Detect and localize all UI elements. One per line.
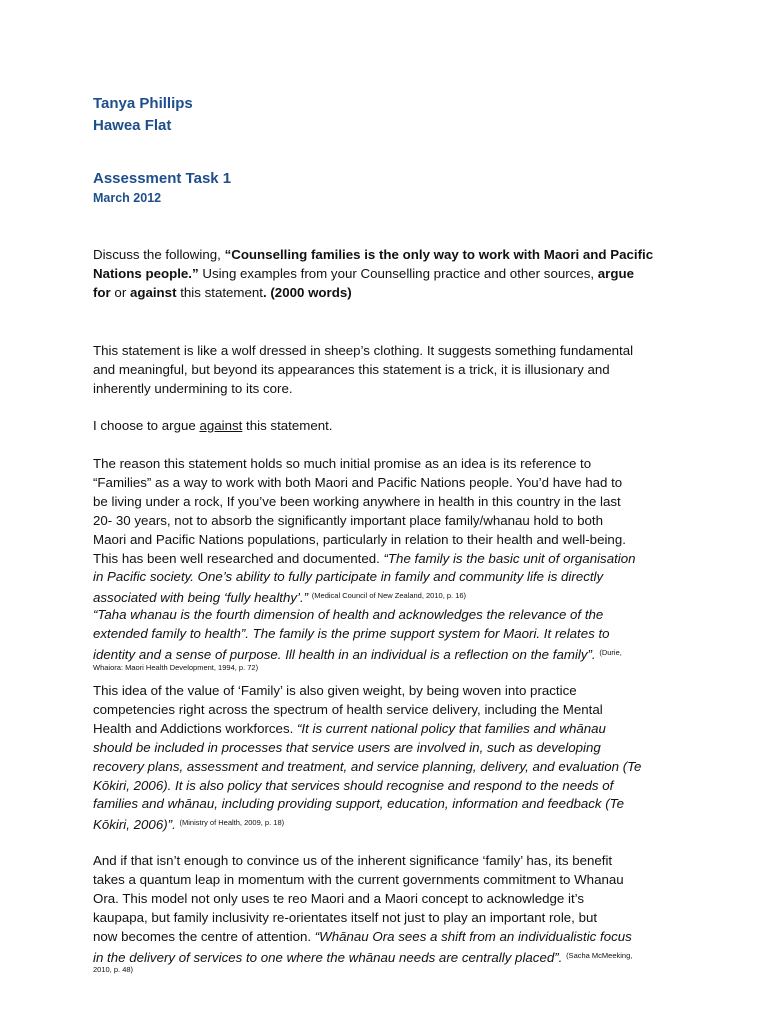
paragraph-taha: [93, 606, 683, 678]
text-line: and meaningful, but beyond its appearances this statement is a trick, it is illusionary and: [93, 361, 610, 377]
task-title: Assessment Task 1: [93, 170, 232, 187]
text-line: inherently undermining to its core.: [93, 380, 293, 396]
citation: (Durie,: [599, 647, 622, 657]
text-line: The reason this statement holds so much initial promise as an idea is its reference to: [93, 456, 592, 471]
text-line: 20- 30 years, not to absorb the significantly important place family/whanau hold to both: [93, 512, 604, 528]
text-line: “Families” as a way to work with both Maori and Pacific Nations people. You’d have had to: [93, 474, 623, 490]
citation: Whaiora: Maori Health Development, 1994, p. 72): [93, 662, 259, 672]
citation: 2010, p. 48): [93, 965, 134, 975]
citation: (Sacha McMeeking,: [566, 950, 633, 960]
text-line: in Pacific society. One’s ability to fully participate in family and community life is directly: [93, 569, 604, 585]
text-line: Health and Addictions workforces. “It is current national policy that families and whānau: [93, 720, 606, 736]
text-line: be living under a rock, If you’ve been working anywhere in health in this country in the last: [93, 493, 621, 509]
prompt-line-2: Nations people.” Using examples from your Counselling practice and other sources, argue: [93, 265, 634, 281]
text-line: recovery plans, assessment and treatment, and service planning, delivery, and evaluation (Te: [93, 758, 642, 774]
text-line: now becomes the centre of attention. “Whānau Ora sees a shift from an individualistic focus: [93, 928, 632, 944]
citation: (Medical Council of New Zealand, 2010, p. 16): [311, 591, 467, 601]
paragraph-choose: [93, 417, 683, 436]
text-line: kaupapa, but family inclusivity re-orientates itself not just to play an important role, but: [93, 909, 598, 925]
text-line: identity and a sense of purpose. Ill health in an individual is a reflection on the family”. $^{(Durie,}$: [93, 646, 622, 662]
paragraph-idea: [93, 682, 683, 835]
task-date: March 2012: [93, 191, 162, 205]
text-line: I choose to argue against this statement.: [93, 418, 333, 433]
underlined-word: against: [199, 418, 243, 433]
text-line: in the delivery of services to one where the whānau needs are centrally placed”. $^{(Sacha McMeeking,}$: [93, 949, 633, 965]
text-line: And if that isn’t enough to convince us of the inherent significance ‘family’ has, its benefit: [93, 853, 613, 868]
text-line: should be included in processes that service users are involved in, such as developing: [93, 739, 601, 755]
text-line: “Taha whanau is the fourth dimension of health and acknowledges the relevance of the: [93, 607, 604, 622]
text-line: Ora. This model not only uses te reo Maori and a Maori concept to acknowledge it’s: [93, 890, 585, 906]
text-line: takes a quantum leap in momentum with the current governments commitment to Whanau: [93, 871, 624, 887]
text-line: This has been well researched and documented. “The family is the basic unit of organisation: [93, 550, 636, 566]
paragraph-reason: [93, 455, 683, 608]
prompt-line-3: for or against this statement. (2000 words): [93, 284, 352, 300]
text-line: Kōkiri, 2006). It is also policy that services should recognise and respond to the needs of: [93, 777, 614, 793]
citation: (Ministry of Health, 2009, p. 18): [179, 818, 285, 828]
author-location: Hawea Flat: [93, 117, 172, 134]
text-line: This idea of the value of ‘Family’ is also given weight, by being woven into practice: [93, 683, 577, 698]
text-line: competencies right across the spectrum of health service delivery, including the Mental: [93, 701, 603, 717]
prompt-line-1: Discuss the following, “Counselling families is the only way to work with Maori and Pacific: [93, 247, 654, 262]
text-line: Maori and Pacific Nations populations, particularly in relation to their health and well-being.: [93, 531, 626, 547]
text-line: extended family to health”. The family is the prime support system for Maori. It relates to: [93, 625, 610, 641]
paragraph-wolf: [93, 342, 683, 399]
text-line: Kōkiri, 2006)”. $^{(Ministry of Health, 2009, p. 18)}$: [93, 817, 285, 833]
text-line: This statement is like a wolf dressed in sheep’s clothing. It suggests something fundamental: [93, 343, 634, 358]
text-line: families and whānau, including providing support, education, information and feedback (Te: [93, 796, 624, 812]
text-line: associated with being ‘fully healthy’.” $^{(Medical Council of New Zealand, 2010, p. 16)}$: [93, 590, 467, 606]
author-name: Tanya Phillips: [93, 95, 193, 112]
essay-prompt: [93, 246, 683, 303]
paragraph-whanau-ora: [93, 852, 683, 980]
quote-text: “The family is the basic unit of organisation: [383, 550, 636, 566]
